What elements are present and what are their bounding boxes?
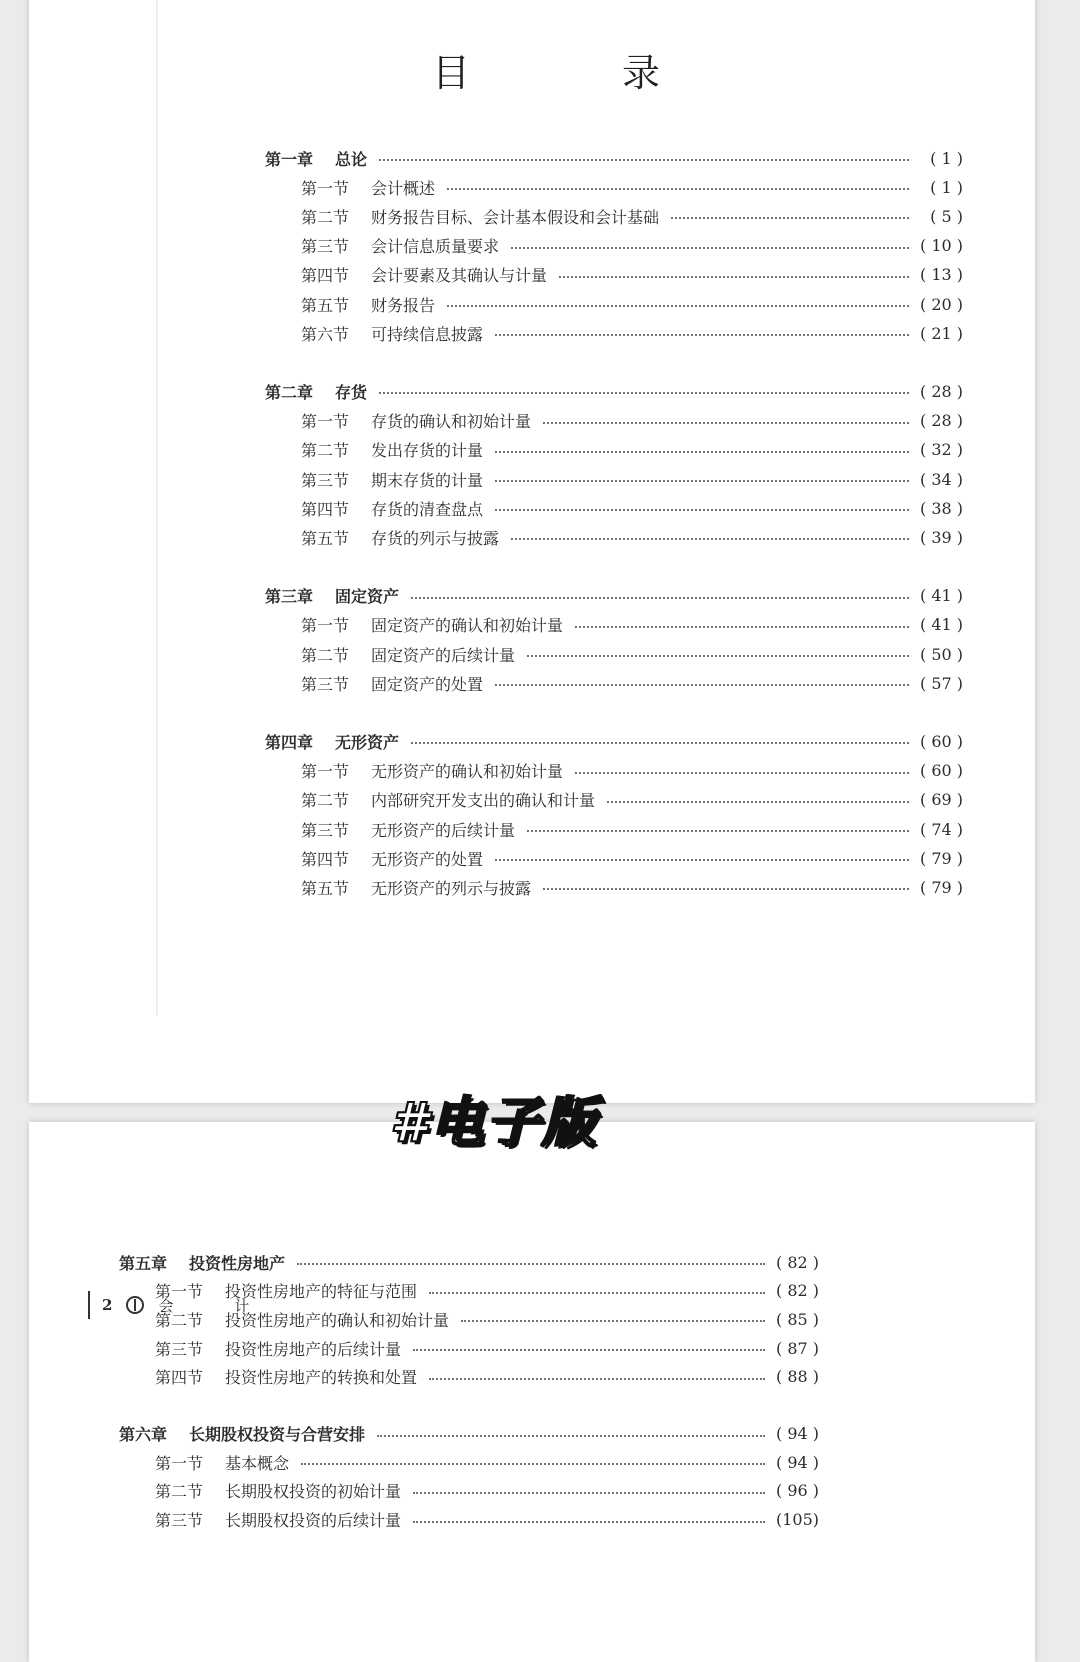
toc-chapter-row [265,379,963,403]
toc-page-number: ( 82 ) [775,1252,819,1272]
toc-entry-title: 投资性房地产的特征与范围 [225,1282,418,1302]
toc-section-row [155,1365,819,1389]
toc-page-number: ( 41 ) [919,586,963,606]
toc-entry-title: 会计要素及其确认与计量 [371,266,548,286]
toc-page-number: ( 20 ) [919,294,963,314]
toc-page-number: ( 1 ) [930,148,963,168]
toc-entry-title: 长期股权投资的后续计量 [225,1511,402,1531]
toc-entry-title: 固定资产 [335,587,400,607]
toc-section-row [301,613,963,637]
dot-leader [413,1521,765,1523]
toc-section-row [301,496,963,520]
toc-entry-number: 第一节 [301,762,350,782]
toc-page-number: ( 28 ) [919,381,963,401]
toc-entry-title: 固定资产的后续计量 [371,645,516,665]
toc-entry-number: 第六章 [119,1425,168,1444]
dot-leader [461,1320,765,1322]
toc-page-number: ( 85 ) [775,1309,819,1329]
dot-leader [429,1378,765,1380]
toc-section-row [301,788,963,812]
header-rule [88,1291,90,1319]
dot-leader [511,538,909,540]
dot-leader [559,276,909,278]
toc-chapter-row [265,729,963,753]
toc-entry-title: 会计信息质量要求 [371,237,500,257]
toc-entry-number: 第三节 [301,470,350,490]
dot-leader [495,509,909,511]
toc-section-row [301,204,963,228]
dot-leader [575,626,909,628]
dot-leader [527,830,909,832]
toc-page-number: ( 10 ) [919,236,963,256]
dot-leader [377,1435,765,1437]
binding-shadow [156,0,158,1016]
toc-page-number: ( 69 ) [919,790,963,810]
toc-entry-title: 长期股权投资的初始计量 [225,1482,402,1502]
dot-leader [413,1492,765,1494]
dot-leader [495,859,909,861]
toc-entry-title: 存货的清查盘点 [371,499,484,519]
toc-entry-number: 第三节 [301,237,350,257]
toc-page-number: ( 94 ) [775,1424,819,1443]
toc-section-row [301,759,963,783]
toc-entry-title: 无形资产的确认和初始计量 [371,762,564,782]
toc-entry-title: 存货的确认和初始计量 [371,412,532,432]
toc-page-number: ( 79 ) [919,877,963,897]
toc-entry-number: 第四节 [301,849,350,869]
toc-page-number: ( 34 ) [919,469,963,489]
toc-entry-number: 第三节 [301,820,350,840]
toc-entry-number: 第二节 [301,791,350,811]
toc-entry-title: 财务报告 [371,295,436,315]
publisher-logo-icon [126,1296,144,1314]
toc-entry-number: 第四节 [301,499,350,519]
header-book-title: 会 计 [158,1296,278,1315]
dot-leader [379,392,909,394]
toc-entry-number: 第二节 [301,645,350,665]
toc-chapter-row [119,1422,819,1446]
toc-section-row [301,642,963,666]
toc-page-number: ( 79 ) [919,848,963,868]
toc-entry-title: 存货 [335,382,368,402]
toc-entry-title: 固定资产的确认和初始计量 [371,616,564,636]
toc-section-row [301,409,963,433]
dot-leader [429,1292,765,1294]
toc-entry-number: 第五章 [119,1253,168,1273]
toc-page-number: ( 87 ) [775,1338,819,1358]
toc-page-number: ( 57 ) [919,673,963,693]
toc-entry-number: 第二节 [301,207,350,227]
toc-page-number: ( 1 ) [930,177,963,197]
toc-entry-title: 固定资产的处置 [371,674,484,694]
toc-page-number: ( 5 ) [930,206,963,226]
toc-entry-title: 存货的列示与披露 [371,528,500,548]
toc-page-number: ( 38 ) [919,498,963,518]
toc-entry-title: 无形资产的列示与披露 [371,878,532,898]
toc-page-number: ( 74 ) [919,819,963,839]
toc-entry-title: 总论 [335,149,368,169]
toc-section-row [155,1450,819,1474]
toc-section-row [301,263,963,287]
toc-entry-number: 第一节 [301,412,350,432]
dot-leader [447,188,909,190]
toc-page-number: ( 50 ) [919,644,963,664]
toc-entry-number: 第四节 [301,266,350,286]
toc-entry-title: 期末存货的计量 [371,470,484,490]
toc-entry-number: 第四章 [265,732,314,752]
toc-section-row [301,467,963,491]
toc-entry-title: 投资性房地产的确认和初始计量 [225,1310,450,1330]
dot-leader [527,655,909,657]
toc-page-number: ( 60 ) [919,761,963,781]
toc-entry-number: 第二节 [155,1310,204,1330]
toc-page-number: ( 94 ) [775,1452,819,1472]
dot-leader [301,1463,765,1465]
toc-entry-title: 无形资产的后续计量 [371,820,516,840]
toc-entry-title: 发出存货的计量 [371,441,484,461]
toc-section-row [301,292,963,316]
toc-entry-number: 第一节 [155,1453,204,1473]
toc-page-number: ( 28 ) [919,411,963,431]
toc-page-1 [29,0,1035,1103]
toc-entry-title: 长期股权投资与合营安排 [189,1425,366,1444]
toc-entry-number: 第一章 [265,149,314,169]
toc-title: 目 录 [431,51,731,95]
toc-entry-number: 第一节 [301,616,350,636]
toc-section-row [301,671,963,695]
toc-section-row [155,1336,819,1360]
toc-page-number: ( 88 ) [775,1367,819,1387]
toc-page-number: ( 32 ) [919,440,963,460]
dot-leader [671,217,909,219]
toc-entry-title: 财务报告目标、会计基本假设和会计基础 [371,207,660,227]
toc-chapter-row [265,584,963,608]
toc-section-row [301,234,963,258]
toc-page-number: ( 21 ) [919,323,963,343]
toc-entry-title: 无形资产 [335,732,400,752]
dot-leader [575,772,909,774]
dot-leader [543,422,909,424]
toc-section-row [155,1479,819,1503]
toc-section-row [301,875,963,899]
toc-entry-title: 无形资产的处置 [371,849,484,869]
running-header [88,1291,277,1319]
dot-leader [379,159,909,161]
dot-leader [447,305,909,307]
watermark-text: #电子版 [390,1091,598,1154]
toc-entry-title: 可持续信息披露 [371,324,484,344]
dot-leader [543,888,909,890]
toc-entry-number: 第三节 [155,1511,204,1531]
dot-leader [495,451,909,453]
toc-page-number: ( 39 ) [919,527,963,547]
dot-leader [411,742,909,744]
toc-section-row [301,321,963,345]
toc-entry-title: 基本概念 [225,1453,290,1473]
toc-entry-number: 第二章 [265,382,314,402]
toc-section-row [155,1508,819,1532]
toc-section-row [301,846,963,870]
toc-page-number: ( 82 ) [775,1281,819,1301]
toc-entry-number: 第五节 [301,878,350,898]
toc-chapter-row [265,146,963,170]
toc-entry-number: 第五节 [301,528,350,548]
toc-entry-number: 第六节 [301,324,350,344]
toc-page-number: (105) [775,1510,819,1530]
dot-leader [607,801,909,803]
toc-entry-number: 第三节 [301,674,350,694]
dot-leader [297,1263,765,1265]
toc-section-row [301,817,963,841]
dot-leader [511,247,909,249]
dot-leader [495,480,909,482]
dot-leader [413,1349,765,1351]
toc-entry-title: 内部研究开发支出的确认和计量 [371,791,596,811]
toc-section-row [301,175,963,199]
toc-entry-title: 投资性房地产的转换和处置 [225,1368,418,1388]
toc-entry-title: 会计概述 [371,178,436,198]
toc-page-number: ( 13 ) [919,265,963,285]
toc-entry-number: 第四节 [155,1368,204,1388]
toc-entry-number: 第三章 [265,587,314,607]
toc-page-number: ( 41 ) [919,615,963,635]
dot-leader [495,684,909,686]
toc-entry-title: 投资性房地产的后续计量 [225,1339,402,1359]
dot-leader [411,597,909,599]
toc-page-number: ( 96 ) [775,1481,819,1501]
toc-chapter-row [119,1250,819,1274]
toc-entry-number: 第五节 [301,295,350,315]
toc-entry-number: 第一节 [155,1282,204,1302]
toc-page-number: ( 60 ) [919,731,963,751]
toc-entry-title: 投资性房地产 [189,1253,286,1273]
toc-entry-number: 第三节 [155,1339,204,1359]
toc-section-row [301,525,963,549]
toc-entry-number: 第二节 [301,441,350,461]
header-page-number: 2 [102,1296,113,1314]
toc-entry-number: 第二节 [155,1482,204,1502]
toc-page-2 [29,1122,1035,1662]
toc-section-row [301,438,963,462]
toc-entry-number: 第一节 [301,178,350,198]
dot-leader [495,334,909,336]
